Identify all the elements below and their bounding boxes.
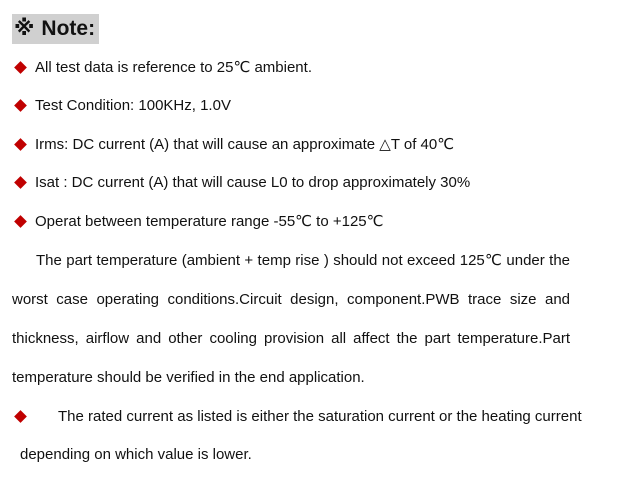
red-diamond-bullet-icon <box>14 176 27 189</box>
red-diamond-bullet-icon <box>14 410 27 423</box>
rated-current-line-1: The rated current as listed is either the saturation current or the heating current <box>58 408 582 425</box>
paragraph-line-2: worst case operating conditions.Circuit design, component.PWB trace size and <box>12 291 570 308</box>
paragraph-line-1: The part temperature (ambient + temp rise ) should not exceed 125℃ under the <box>36 252 570 269</box>
note-item-test-data: All test data is reference to 25℃ ambient. <box>35 59 312 76</box>
red-diamond-bullet-icon <box>14 99 27 112</box>
reference-mark-icon: ※ <box>14 17 35 40</box>
note-item-operating-range: Operat between temperature range -55℃ to +125℃ <box>35 213 384 230</box>
note-item-irms: Irms: DC current (A) that will cause an approximate △T of 40℃ <box>35 136 455 153</box>
paragraph-line-3: thickness, airflow and other cooling provision all affect the part temperature.Part <box>12 330 570 347</box>
red-diamond-bullet-icon <box>14 138 27 151</box>
note-heading <box>12 14 99 44</box>
red-diamond-bullet-icon <box>14 61 27 74</box>
note-item-isat: Isat : DC current (A) that will cause L0 to drop approximately 30% <box>35 174 471 191</box>
paragraph-line-4: temperature should be verified in the end application. <box>12 369 365 386</box>
note-title: Note: <box>41 17 96 40</box>
rated-current-line-2: depending on which value is lower. <box>20 446 252 463</box>
red-diamond-bullet-icon <box>14 215 27 228</box>
note-item-test-condition: Test Condition: 100KHz, 1.0V <box>35 97 231 114</box>
